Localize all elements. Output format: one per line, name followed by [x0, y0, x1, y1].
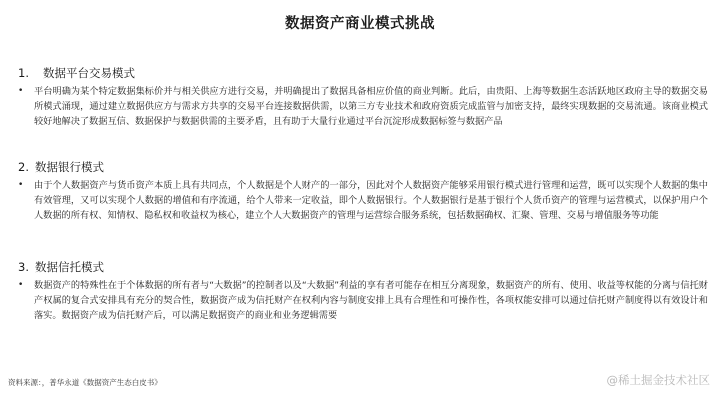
- bullet-text: 平台明确为某个特定数据集标价并与相关供应方进行交易，并明确提出了数据具备相应价值的商业判断。此后，由贵阳、上海等数据生态活跃地区政府主导的数据交易所模式涌现，通过建立数据供应方与需求方共享的交易平台连接数据供需，以第三方专业技术和政府资质完成监管与加密支持，最终实现数据的交易流通。该商业模式较好地解决了数据互信、数据保护与数据供需的主要矛盾，且有助于大量行业通过平台沉淀形成数据标签与数据产品: [34, 86, 708, 128]
- section-title: 数据银行模式: [34, 160, 104, 174]
- bullet-text: 由于个人数据资产与货币资产本质上具有共同点，个人数据是个人财产的一部分，因此对个人数据资产能够采用银行模式进行管理和运营，既可以实现个人数据的集中有效管理，又可以实现个人数据的增值和有序流通，给个人带来一定收益，即个人数据银行。个人数据银行是基于银行个人货币资产的管理与运营模式，以保护用户个人数据的所有权、知情权、隐私权和收益权为核心，建立个人大数据资产的管理与运营综合服务系统，包括数据确权、汇聚、管理、交易与增值服务等功能: [34, 180, 708, 222]
- page-title: 数据资产商业模式挑战: [285, 16, 435, 32]
- section-data-bank: [18, 160, 708, 224]
- bullet-item: [18, 278, 708, 324]
- bullet-item: [18, 178, 708, 224]
- source-note: 资料来源：，普华永道《数据资产生态白皮书》: [8, 378, 162, 387]
- section-number: 2.: [18, 160, 29, 174]
- bullet-item: [18, 84, 708, 130]
- section-heading: [18, 160, 708, 175]
- section-heading: [18, 66, 708, 81]
- section-heading: [18, 260, 708, 275]
- section-number: 1.: [18, 66, 29, 80]
- watermark: @稀土掘金技术社区: [606, 373, 710, 387]
- bullet-icon: •: [18, 86, 24, 96]
- section-title: 数据信托模式: [34, 260, 104, 274]
- section-data-trust: [18, 260, 708, 324]
- bullet-icon: •: [18, 180, 24, 190]
- bullet-text: 数据资产的特殊性在于个体数据的所有者与“大数据”的控制者以及“大数据”利益的享有者可能存在相互分离现象，数据资产的所有、使用、收益等权能的分离与信托财产权属的复合式安排具有充分的契合性，数据资产成为信托财产在权利内容与制度安排上具有合理性和可操作性，各项权能安排可以通过信托财产制度得以有效设计和落实。数据资产成为信托财产后，可以满足数据资产的商业和业务逻辑需要: [34, 280, 708, 322]
- section-title: 数据平台交易模式: [42, 66, 135, 80]
- section-number: 3.: [18, 260, 29, 274]
- section-platform-trading: [18, 66, 708, 130]
- bullet-icon: •: [18, 280, 24, 290]
